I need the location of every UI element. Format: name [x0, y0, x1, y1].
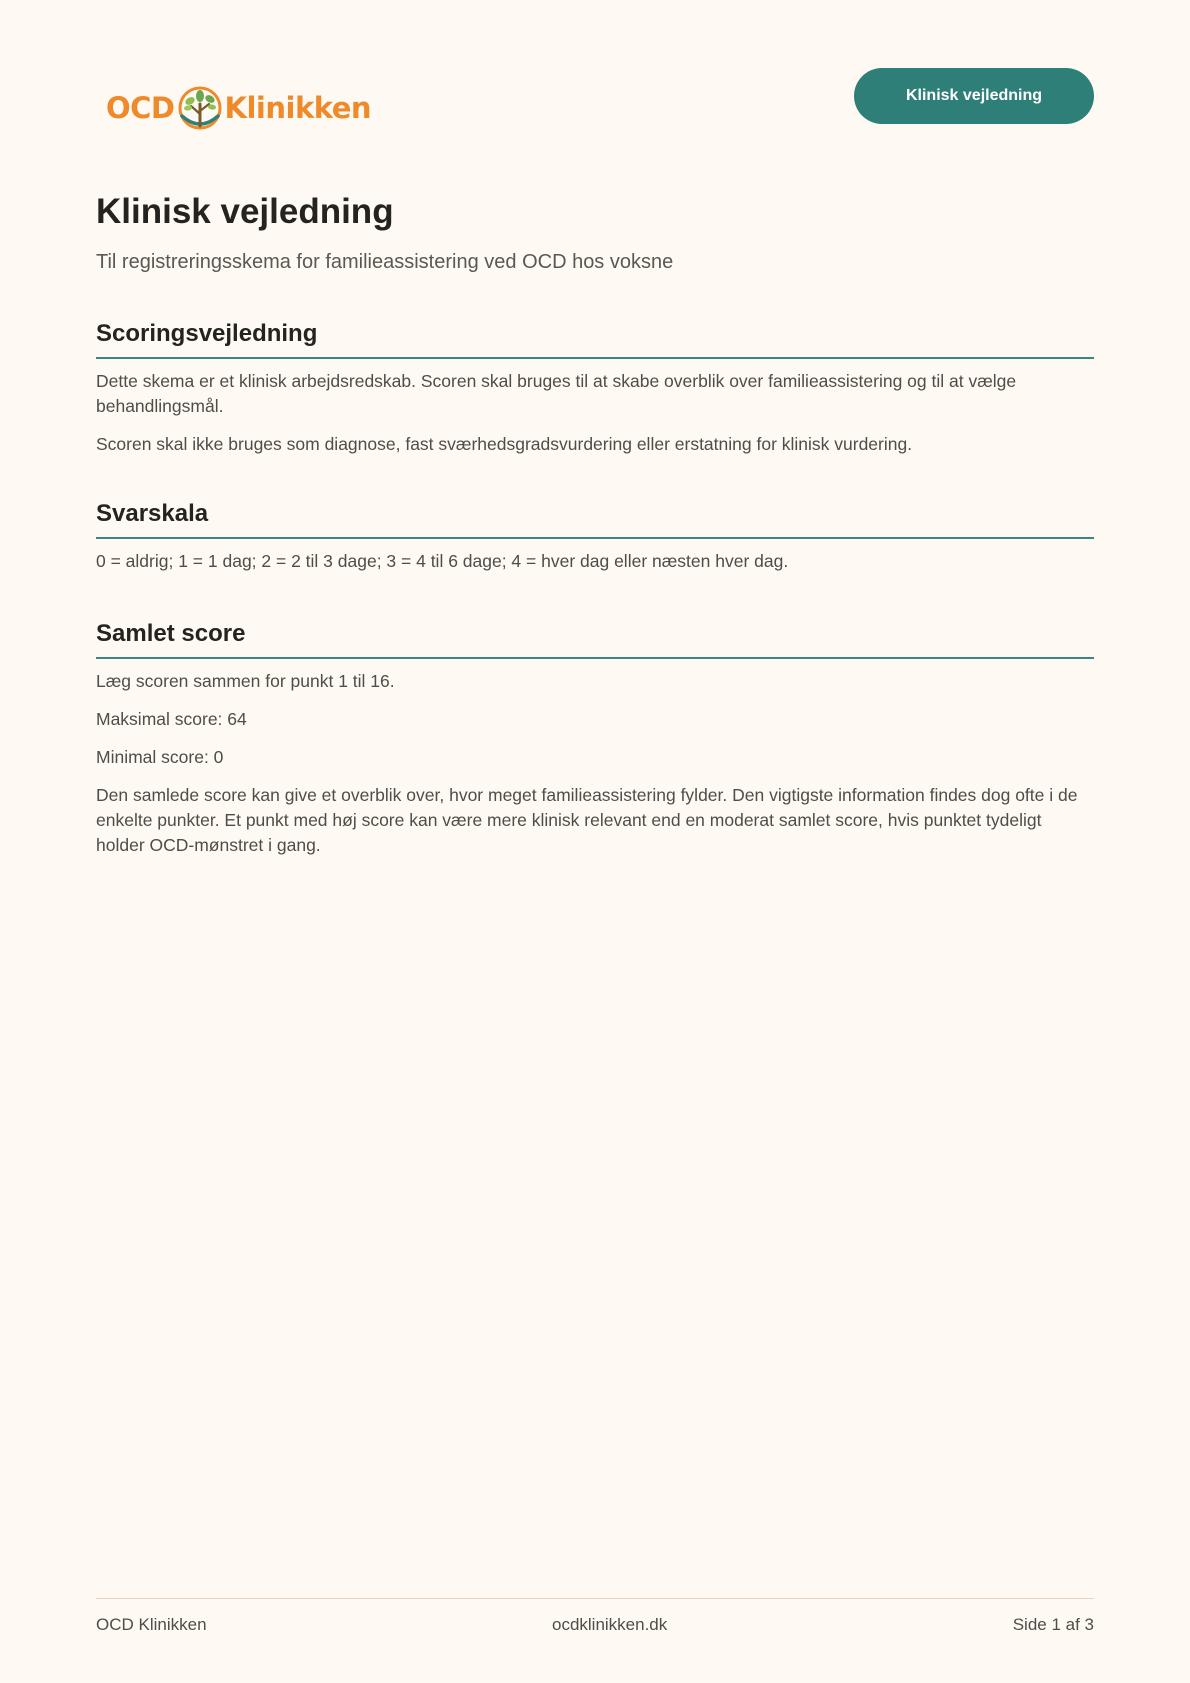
logo-text-ocd: OCD — [106, 90, 175, 125]
logo — [106, 82, 371, 134]
paragraph: Den samlede score kan give et overblik over, hvor meget familieassistering fylder. Den vigtigste information findes dog ofte i de enkelte punkter. Et punkt med høj score kan være mere klinisk relevant end en moderat samlet score, hvis punktet tydeligt holder OCD-mønstret i gang. — [96, 785, 1078, 855]
logo-text-klinikken: Klinikken — [224, 90, 372, 125]
paragraph: 0 = aldrig; 1 = 1 dag; 2 = 2 til 3 dage; 3 = 4 til 6 dage; 4 = hver dag eller næsten hver dag. — [96, 551, 789, 571]
footer-page-number: Side 1 af 3 — [1012, 1615, 1094, 1634]
paragraph: Dette skema er et klinisk arbejdsredskab. Scoren skal bruges til at skabe overblik over familieassistering og til at vælge behandlingsmål. — [96, 371, 1017, 416]
page-subtitle: Til registreringsskema for familieassistering ved OCD hos voksne — [96, 251, 674, 273]
footer-website: ocdklinikken.dk — [551, 1615, 668, 1634]
section-total-score — [96, 617, 1094, 858]
section-scoring-guide — [96, 317, 1094, 457]
paragraph: Læg scoren sammen for punkt 1 til 16. — [96, 671, 395, 691]
section-response-scale — [96, 497, 1094, 574]
section-heading: Samlet score — [96, 617, 1094, 659]
guide-tag-button[interactable]: Klinisk vejledning — [854, 68, 1094, 124]
paragraph: Scoren skal ikke bruges som diagnose, fast sværhedsgradsvurdering eller erstatning for klinisk vurdering. — [96, 434, 913, 454]
page-header — [96, 64, 1094, 128]
footer-org-name: OCD Klinikken — [96, 1615, 207, 1634]
tree-icon — [176, 82, 224, 134]
document-page — [96, 0, 1094, 1683]
paragraph: Minimal score: 0 — [96, 747, 224, 767]
section-heading: Scoringsvejledning — [96, 317, 1094, 359]
section-heading: Svarskala — [96, 497, 1094, 539]
page-title: Klinisk vejledning — [96, 192, 394, 231]
paragraph: Maksimal score: 64 — [96, 709, 247, 729]
page-footer — [96, 1598, 1094, 1635]
